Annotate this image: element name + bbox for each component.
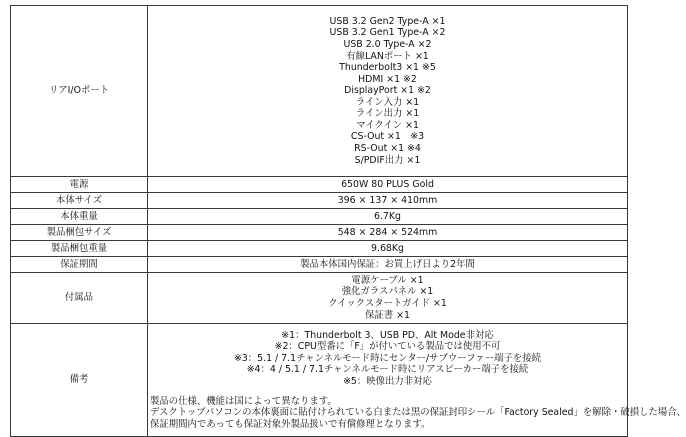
- footnote-line: ※4：4 / 5.1 / 7.1チャンネルモード時にリアスピーカー端子を接続: [246, 364, 529, 376]
- footnote-line: ※1：Thunderbolt 3、USB PD、Alt Mode非対応: [281, 329, 494, 341]
- accessories-values: [148, 273, 628, 324]
- row-label: 備考: [11, 324, 148, 437]
- table-row-body-weight: [11, 209, 628, 225]
- note-line: デスクトップパソコンの本体裏面に貼付けられている白または黒の保証封印シール「Factory Sealed」を解除・破損した場合、: [150, 407, 686, 419]
- row-value: 396 × 137 × 410mm: [148, 193, 628, 209]
- footnote-line: ※3：5.1 / 7.1チャンネルモード時にセンター/サブウーファー端子を接続: [233, 352, 542, 364]
- value-line: 保証書 ×1: [365, 309, 410, 321]
- rear-io-values: [148, 6, 628, 177]
- value-line: 電源ケーブル ×1: [351, 274, 424, 286]
- table-row-package-weight: [11, 241, 628, 257]
- row-label: 電源: [11, 177, 148, 193]
- row-label: 本体重量: [11, 209, 148, 225]
- row-label: 付属品: [11, 273, 148, 324]
- value-line: USB 3.2 Gen1 Type-A ×2: [329, 27, 446, 39]
- value-line: USB 2.0 Type-A ×2: [343, 39, 432, 51]
- row-label: 保証期間: [11, 257, 148, 273]
- value-line: USB 3.2 Gen2 Type-A ×1: [329, 15, 446, 27]
- value-line: ライン出力 ×1: [355, 108, 420, 120]
- row-value: 製品本体国内保証：お買上げ日より2年間: [148, 257, 628, 273]
- footnote-line: ※2：CPU型番に「F」が付いている製品では使用不可: [274, 341, 501, 353]
- note-line: 保証期間内であっても保証対象外製品扱いで有償修理となります。: [150, 418, 431, 430]
- row-value: 548 × 284 × 524mm: [148, 225, 628, 241]
- row-label: 製品梱包サイズ: [11, 225, 148, 241]
- table-row-remarks: [11, 324, 628, 437]
- row-label: 本体サイズ: [11, 193, 148, 209]
- note-line: 製品の仕様、機能は国によって異なります。: [150, 395, 337, 407]
- value-line: 有線LANポート ×1: [346, 50, 429, 62]
- table-row-package-size: [11, 225, 628, 241]
- row-label: 製品梱包重量: [11, 241, 148, 257]
- value-line: RS-Out ×1 ※4: [354, 142, 421, 154]
- footnote-line: ※5：映像出力非対応: [343, 376, 432, 387]
- value-line: DisplayPort ×1 ※2: [344, 85, 431, 97]
- remarks-values: [148, 324, 686, 437]
- value-line: CS-Out ×1 ※3: [350, 131, 425, 143]
- table-row-rear-io: [11, 6, 628, 177]
- row-value: 650W 80 PLUS Gold: [148, 177, 628, 193]
- table-row-warranty: [11, 257, 628, 273]
- value-line: HDMI ×1 ※2: [358, 73, 417, 85]
- value-line: 強化ガラスパネル ×1: [341, 286, 434, 298]
- value-line: Thunderbolt3 ×1 ※5: [339, 62, 436, 74]
- spacer: [150, 388, 625, 396]
- spec-table: [10, 5, 686, 437]
- table-row-accessories: [11, 273, 628, 324]
- value-line: マイクイン ×1: [356, 119, 419, 131]
- table-row-power: [11, 177, 628, 193]
- row-label: リアI/Oポート: [11, 6, 148, 177]
- row-value: 6.7Kg: [148, 209, 628, 225]
- row-value: 9.68Kg: [148, 241, 628, 257]
- table-row-body-size: [11, 193, 628, 209]
- value-line: S/PDIF出力 ×1: [354, 154, 421, 166]
- value-line: クイックスタートガイド ×1: [328, 298, 447, 309]
- value-line: ライン入力 ×1: [355, 96, 420, 108]
